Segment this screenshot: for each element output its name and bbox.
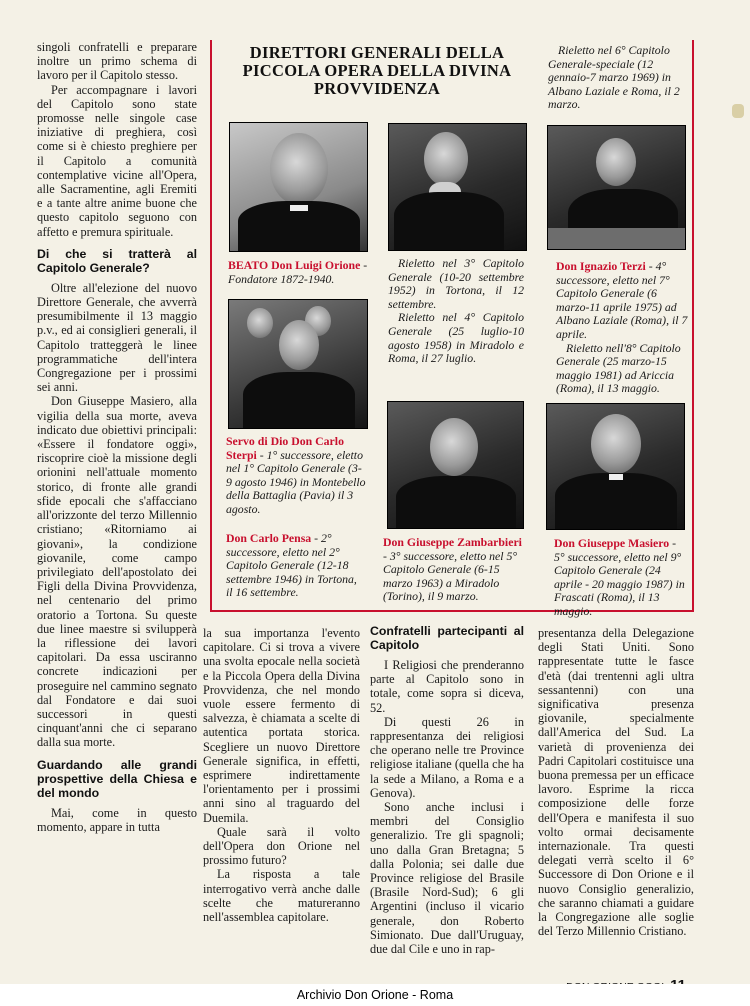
- name-sterpi: Servo di Dio Don Carlo Sterpi: [226, 434, 344, 462]
- caption-zambarbieri: Don Giuseppe Zambarbieri - 3° successore, eletto nel 5° Capitolo Generale (6-15 marzo 1963) a Miradolo (Torino), il 9 marzo.: [383, 535, 522, 604]
- name-pensa: Don Carlo Pensa: [226, 531, 312, 545]
- caption-sterpi: Servo di Dio Don Carlo Sterpi - 1° successore, eletto nel 1° Capitolo Generale (3-9 agosto 1946) in Montebello della Battaglia (Pavia) il 3 agosto.: [226, 434, 366, 516]
- box-border-right: [692, 40, 694, 612]
- name-terzi: Don Ignazio Terzi: [556, 259, 646, 273]
- box-border-left: [210, 40, 212, 612]
- name-orione: BEATO Don Luigi Orione: [228, 258, 361, 272]
- photo-sterpi: [228, 299, 368, 429]
- photo-terzi: [547, 125, 686, 250]
- caption-terzi: Don Ignazio Terzi - 4° successore, eletto nel 7° Capitolo Generale (6 marzo-11 aprile 1975) ad Albano Laziale (Roma), il 7 aprile. Rieletto nell'8° Capitolo Generale (25 marzo-15 maggio 1981) ad Ariccia (Roma), il 13 maggio.: [556, 259, 688, 396]
- paragraph: singoli confratelli e preparare inoltre un primo schema di lavoro per il Capitolo stesso.: [37, 40, 197, 83]
- paragraph: Sono anche inclusi i membri del Consiglio generalizio. Tre gli spagnoli; uno dalla Gran Bretagna; 5 dalla Polonia; sei dalle due Province religiose del Brasile (Brasile Nord-Sud); 6 gli Argentini (incluso il vicario generale, don Roberto Simionato. Due dall'Uruguay, due dal Cile e uno in rap-: [370, 800, 524, 957]
- paragraph: Quale sarà il volto dell'Opera don Orione nel prossimo futuro?: [203, 824, 360, 868]
- paragraph: presentanza della Delegazione degli Stati Uniti. Sono rappresentate tutte le fasce d'età (dai trentenni agli ultra sessantenni) con una significativa presenza giovanile, specialmente dall'America del Sud. La varietà di provenienza dei Padri Capitolari costituisce una buona premessa per un efficace lavoro. Esprime la ricca composizione delle forze dell'Opera e manifesta il suo volto ormai decisamente internazionale. Tra questi delegati verrà scelto il 6° Successore di Don Orione e il nuovo Consiglio generalizio, che saranno chiamati a guidare la Congregazione alle soglie del Terzo Millennio Cristiano.: [538, 626, 694, 939]
- name-zambarbieri: Don Giuseppe Zambarbieri: [383, 535, 522, 549]
- subheading: Guardando alle grandi prospettive della Chiesa e del mondo: [37, 757, 197, 800]
- caption-orione: BEATO Don Luigi Orione - Fondatore 1872-1940.: [228, 258, 368, 286]
- subheading: Di che si tratterà al Capitolo Generale?: [37, 246, 197, 275]
- name-masiero: Don Giuseppe Masiero: [554, 536, 670, 550]
- paragraph: Don Giuseppe Masiero, alla vigilia della sua morte, aveva indicato due obiettivi principali: «Essere il fondatore oggi», riscoprire cioè la missione degli orionini nell'attuale momento storico, di fronte alle grandi sfide epocali che s'affacciano all'orizzonte del terzo Millennio cristiano; «Ritorniamo ai giovani», la condizione giovanile, come campo privilegiato dell'apostolato dei Figli della Divina Provvidenza, nel centenario del primo oratorio a Tortona. Su queste due linee maestre si svilupperà la riflessione dei lavori capitolari. Da essa usciranno concrete indicazioni per proseguire nel cammino segnato dal Fondatore e dai suoi successori in questi cinquant'anni che ci separano dalla sua morte.: [37, 394, 197, 750]
- paragraph: la sua importanza l'evento capitolare. Ci si trova a vivere una svolta epocale nella società e la Piccola Opera della Divina Provvidenza, che nel mondo vuole essere fermento di salvezza, è chiamata a scelte di autentica portata storica. Scegliere un nuovo Direttore Generale significa, in effetti, esprimere indirettamente l'orientamento per i prossimi anni sino al traguardo del Duemila.: [203, 626, 360, 825]
- caption-pensa: Don Carlo Pensa - 2° successore, eletto nel 2° Capitolo Generale (12-18 settembre 1946) in Tortona, il 16 settembre.: [226, 531, 357, 600]
- photo-zambarbieri: [387, 401, 524, 529]
- paragraph: Mai, come in questo momento, appare in tutta: [37, 805, 197, 834]
- paragraph: Per accompagnare i lavori del Capitolo sono state promosse nelle singole case iniziative di preghiera, così come si è chiesto preghiere per il Capitolo a comunità contemplative vicine all'Opera, alle Sacramentine, agli Eremiti e a tante altre anime buone che questo capitolo seguono con affetto e premura spirituale.: [37, 82, 197, 239]
- text-column-1: [37, 40, 197, 965]
- caption-pensa-reelection: Rieletto nel 3° Capitolo Generale (10-20 settembre 1952) in Tortona, il 12 settembre. Rieletto nel 4° Capitolo Generale (25 luglio-10 agosto 1958) in Miradolo e Roma, il 27 luglio.: [388, 256, 524, 366]
- text-column-2: [203, 626, 360, 971]
- archive-caption: Archivio Don Orione - Roma: [0, 984, 750, 1006]
- caption-zambarbieri-reelection: Rieletto nel 6° Capitolo Generale-speciale (12 gennaio-7 marzo 1969) in Albano Laziale e Roma, il 2 marzo.: [548, 43, 680, 112]
- photo-pensa: [388, 123, 527, 251]
- text-column-3: [370, 624, 524, 971]
- subheading: Confratelli partecipanti al Capitolo: [370, 624, 524, 652]
- paragraph: I Religiosi che prenderanno parte al Capitolo sono in totale, come sopra si diceva, 52.: [370, 658, 524, 715]
- box-title: DIRETTORI GENERALI DELLA PICCOLA OPERA DELLA DIVINA PROVVIDENZA: [242, 43, 512, 98]
- text-column-4: [538, 626, 694, 971]
- caption-masiero: Don Giuseppe Masiero - 5° successore, eletto nel 9° Capitolo Generale (24 aprile - 20 maggio 1987) in Frascati (Roma), il 13 maggio.: [554, 536, 685, 618]
- paragraph: Di questi 26 in rappresentanza dei religiosi che operano nelle tre Province religiose italiane (quella che ha la sede a Milano, a Roma e a Genova).: [370, 714, 524, 800]
- page-spot: [732, 104, 744, 118]
- paragraph: La risposta a tale interrogativo verrà anche dalle scelte che matureranno nell'assemblea capitolare.: [203, 867, 360, 925]
- paragraph: Oltre all'elezione del nuovo Direttore Generale, che avverrà presumibilmente il 13 maggio p.v., ed ai consiglieri generali, il Capitolo tratteggerà le linee programmatiche dell'intera Congregazione per i prossimi sei anni.: [37, 280, 197, 395]
- photo-masiero: [546, 403, 685, 530]
- photo-orione: [229, 122, 368, 252]
